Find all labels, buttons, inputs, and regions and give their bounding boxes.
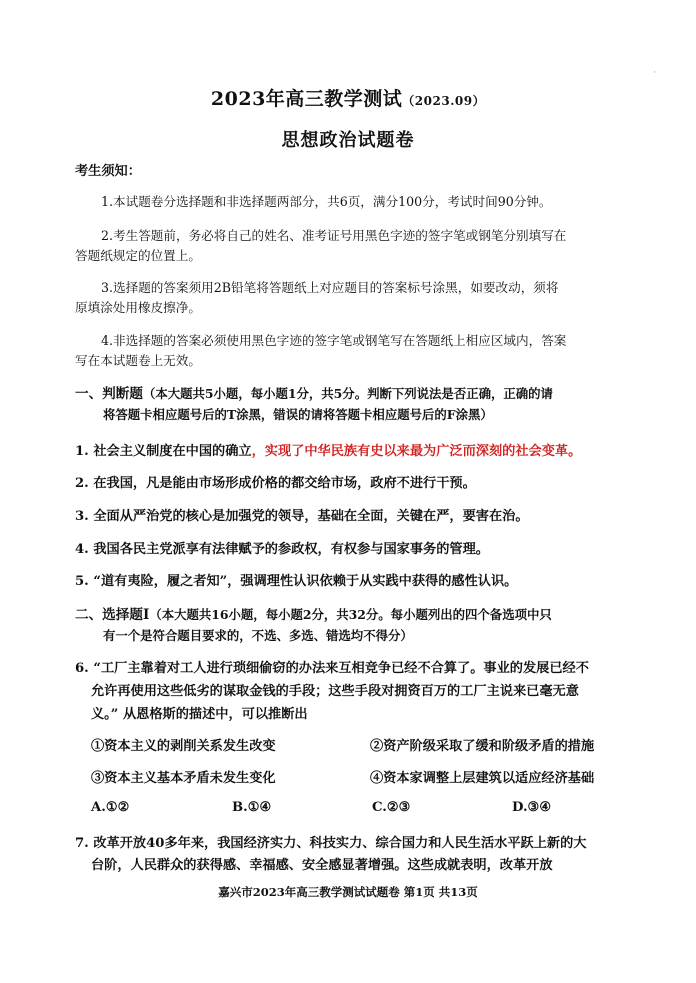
question-6-option-4: ④资本家调整上层建筑以适应经济基础 — [370, 771, 595, 786]
question-7-line-1: 7. 改革开放40多年来，我国经济实力、科技实力、综合国力和人民生活水平跃上新的大 — [75, 836, 587, 851]
exam-date: （2023.09） — [402, 94, 486, 108]
section1-desc-2-wrap — [103, 405, 493, 423]
question-6-choice-c: C.②③ — [372, 800, 411, 815]
question-6-option-2: ②资产阶级采取了缓和阶级矛盾的措施 — [370, 739, 595, 754]
exam-title — [0, 84, 696, 111]
section2-header — [75, 603, 552, 623]
section1-heading: 一、判断题 — [75, 386, 143, 402]
question-6-line-2: 允许再使用这些低劣的谋取金钱的手段；这些手段对拥资百万的工厂主说来已毫无意 — [91, 684, 579, 699]
question-6-line-3: 义。” 从恩格斯的描述中，可以推断出 — [91, 707, 308, 722]
notice-item-3: 3.选择题的答案须用2B铅笔将答题纸上对应题目的答案标号涂黑，如要改动，须将 — [101, 280, 559, 295]
notice-item-2: 2.考生答题前，务必将自己的姓名、准考证号用黑色字迹的签字笔或钢笔分别填写在 — [101, 228, 567, 243]
notice-item-4-cont: 写在本试题卷上无效。 — [75, 353, 201, 368]
question-1 — [75, 440, 581, 459]
notice-item-1: 1.本试题卷分选择题和非选择题两部分，共6页，满分100分，考试时间90分钟。 — [101, 194, 552, 209]
section2-heading: 二、选择题Ⅰ — [75, 607, 150, 623]
question-6-line-1: 6. “工厂主靠着对工人进行琐细偷窃的办法来互相竞争已经不合算了。事业的发展已经不 — [75, 661, 589, 676]
section2-desc-2: 有一个是符合题目要求的，不选、多选、错选均不得分） — [103, 628, 413, 643]
section2-desc-2-wrap — [103, 626, 413, 644]
question-2: 2. 在我国，凡是能由市场形成价格的都交给市场，政府不进行干预。 — [75, 476, 476, 491]
section1-desc-2: 将答题卡相应题号后的T涂黑，错误的请将答题卡相应题号后的F涂黑） — [103, 407, 493, 422]
question-6-option-3: ③资本主义基本矛盾未发生变化 — [91, 771, 276, 786]
section1-header — [75, 382, 553, 402]
title-text: 2023年高三教学测试 — [210, 88, 403, 110]
question-1-part-b: ，实现了中华民族有史以来最为广泛而深刻的社会变革。 — [251, 444, 582, 459]
question-6-choice-b: B.①④ — [232, 800, 272, 815]
section1-desc-1: （本大题共5小题，每小题1分，共5分。判断下列说法是否正确，正确的请 — [142, 386, 553, 401]
notice-item-3-cont: 原填涂处用橡皮擦净。 — [75, 300, 201, 315]
page-mark: · — [653, 68, 656, 78]
notice-heading: 考生须知： — [75, 164, 141, 179]
question-7-line-2: 台阶，人民群众的获得感、幸福感、安全感显著增强。这些成就表明，改革开放 — [91, 858, 553, 873]
section2-desc-1: （本大题共16小题，每小题2分，共32分。每小题列出的四个备选项中只 — [149, 607, 552, 622]
page-footer: 嘉兴市2023年高三教学测试试题卷 第1页 共13页 — [218, 885, 478, 899]
question-5: 5. “道有夷险，履之者知”，强调理性认识依赖于从实践中获得的感性认识。 — [75, 574, 518, 589]
question-4: 4. 我国各民主党派享有法律赋予的参政权，有权参与国家事务的管理。 — [75, 542, 489, 557]
question-6-choice-a: A.①② — [91, 800, 130, 815]
notice-item-4: 4.非选择题的答案必须使用黑色字迹的签字笔或钢笔写在答题纸上相应区域内，答案 — [101, 333, 567, 348]
question-1-part-a: 1. 社会主义制度在中国的确立 — [75, 444, 252, 459]
notice-item-2-cont: 答题纸规定的位置上。 — [75, 248, 201, 263]
question-6-choice-d: D.③④ — [512, 800, 552, 815]
exam-subtitle: 思想政治试题卷 — [281, 130, 415, 151]
question-6-option-1: ①资本主义的剥削关系发生改变 — [91, 739, 276, 754]
question-3: 3. 全面从严治党的核心是加强党的领导，基础在全面，关键在严，要害在治。 — [75, 509, 529, 524]
